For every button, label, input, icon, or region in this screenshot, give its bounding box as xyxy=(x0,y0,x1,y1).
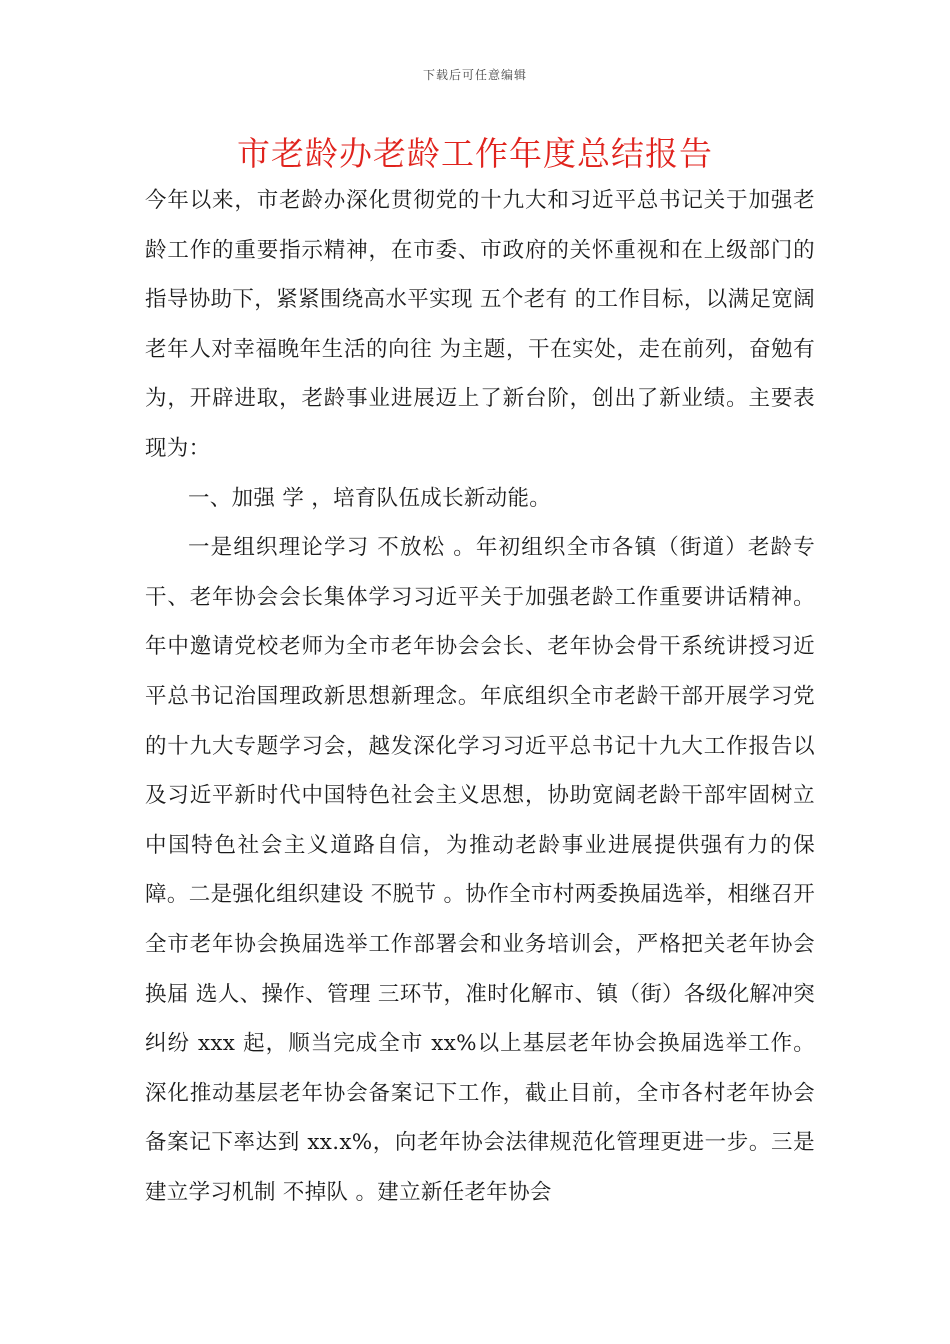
document-body xyxy=(145,176,815,1217)
document-title: 市老龄办老龄工作年度总结报告 xyxy=(237,134,713,173)
body-paragraph: 一是组织理论学习 不放松 。年初组织全市各镇（街道）老龄专干、老年协会会长集体学习习近平关于加强老龄工作重要讲话精神。年中邀请党校老师为全市老年协会会长、老年协会骨干系统讲授习近平总书记治国理政新思想新理念。年底组织全市老龄干部开展学习党的十九大专题学习会，越发深化学习习近平总书记十九大工作报告以及习近平新时代中国特色社会主义思想，协助宽阔老龄干部牢固树立中国特色社会主义道路自信，为推动老龄事业进展提供强有力的保障。二是强化组织建设 不脱节 。协作全市村两委换届选举，相继召开全市老年协会换届选举工作部署会和业务培训会，严格把关老年协会换届 选人、操作、管理 三环节，准时化解市、镇（街）各级化解冲突纠纷 xxx 起，顺当完成全市 xx%以上基层老年协会换届选举工作。深化推动基层老年协会备案记下工作，截止目前，全市各村老年协会备案记下率达到 xx.x%，向老年协会法律规范化管理更进一步。三是建立学习机制 不掉队 。建立新任老年协会 xyxy=(145,535,815,1205)
intro-paragraph: 今年以来，市老龄办深化贯彻党的十九大和习近平总书记关于加强老龄工作的重要指示精神，在市委、市政府的关怀重视和在上级部门的指导协助下，紧紧围绕高水平实现 五个老有 的工作目标，以满足宽阔老年人对幸福晚年生活的向往 为主题，干在实处，走在前列，奋勉有为，开辟进取，老龄事业进展迈上了新台阶，创出了新业绩。主要表现为： xyxy=(145,188,815,461)
section-heading: 一、加强 学 ，培育队伍成长新动能。 xyxy=(188,485,552,511)
header-note: 下载后可任意编辑 xyxy=(422,68,527,82)
